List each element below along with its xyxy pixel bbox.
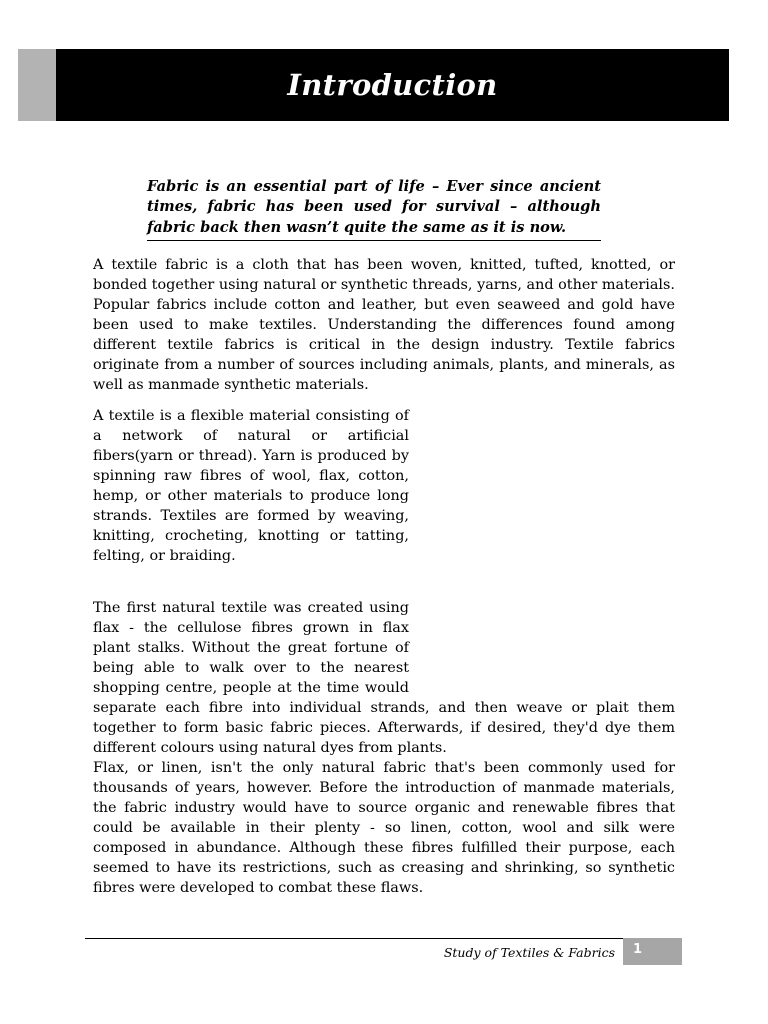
intro-quote: Fabric is an essential part of life – Ever since ancient times, fabric has been used for survival – although fabric back then wasn’t quite the same as it is now. xyxy=(147,177,601,241)
page-number-box xyxy=(623,938,682,965)
footer-title: Study of Textiles & Fabrics xyxy=(443,945,615,960)
paragraph-textile-definition: A textile is a flexible material consisting of a network of natural or artificial fibers(yarn or thread). Yarn is produced by spinning raw fibres of wool, flax, cotton, hemp, or other materials to produce long strands. Textiles are formed by weaving, knitting, crocheting, knotting or tatting, felting, or braiding. xyxy=(93,408,409,564)
header-accent-bar xyxy=(18,49,56,121)
page-number: 1 xyxy=(633,942,643,957)
header-banner xyxy=(56,49,729,121)
paragraph-textile-fabric: A textile fabric is a cloth that has been woven, knitted, tufted, knotted, or bonded together using natural or synthetic threads, yarns, and other materials. Popular fabrics include cotton and leather, but even seaweed and gold have been used to make textiles. Understanding the differences found among different textile fabrics is critical in the design industry. Textile fabrics originate from a number of sources including animals, plants, and minerals, as well as manmade synthetic materials. xyxy=(93,257,675,393)
footer-divider xyxy=(85,938,623,939)
paragraph-first-natural-textile xyxy=(93,598,675,758)
paragraph-first-natural-textile-text: The first natural textile was created using flax - the cellulose fibres grown in flax plant stalks. Without the great fortune of being able to walk over to the nearest shopping centre, people at the time would separate each fibre into individual strands, and then weave or plait them together to form basic fabric pieces. Afterwards, if desired, they'd dye them different colours using natural dyes from plants. xyxy=(93,600,675,756)
page-title: Introduction xyxy=(287,68,498,102)
paragraph-flax-linen: Flax, or linen, isn't the only natural fabric that's been commonly used for thousands of years, however. Before the introduction of manmade materials, the fabric industry would have to source organic and renewable fibres that could be available in their plenty - so linen, cotton, wool and silk were composed in abundance. Although these fibres fulfilled their purpose, each seemed to have its restrictions, such as creasing and shrinking, so synthetic fibres were developed to combat these flaws. xyxy=(93,760,675,896)
image-placeholder-space xyxy=(409,598,675,698)
